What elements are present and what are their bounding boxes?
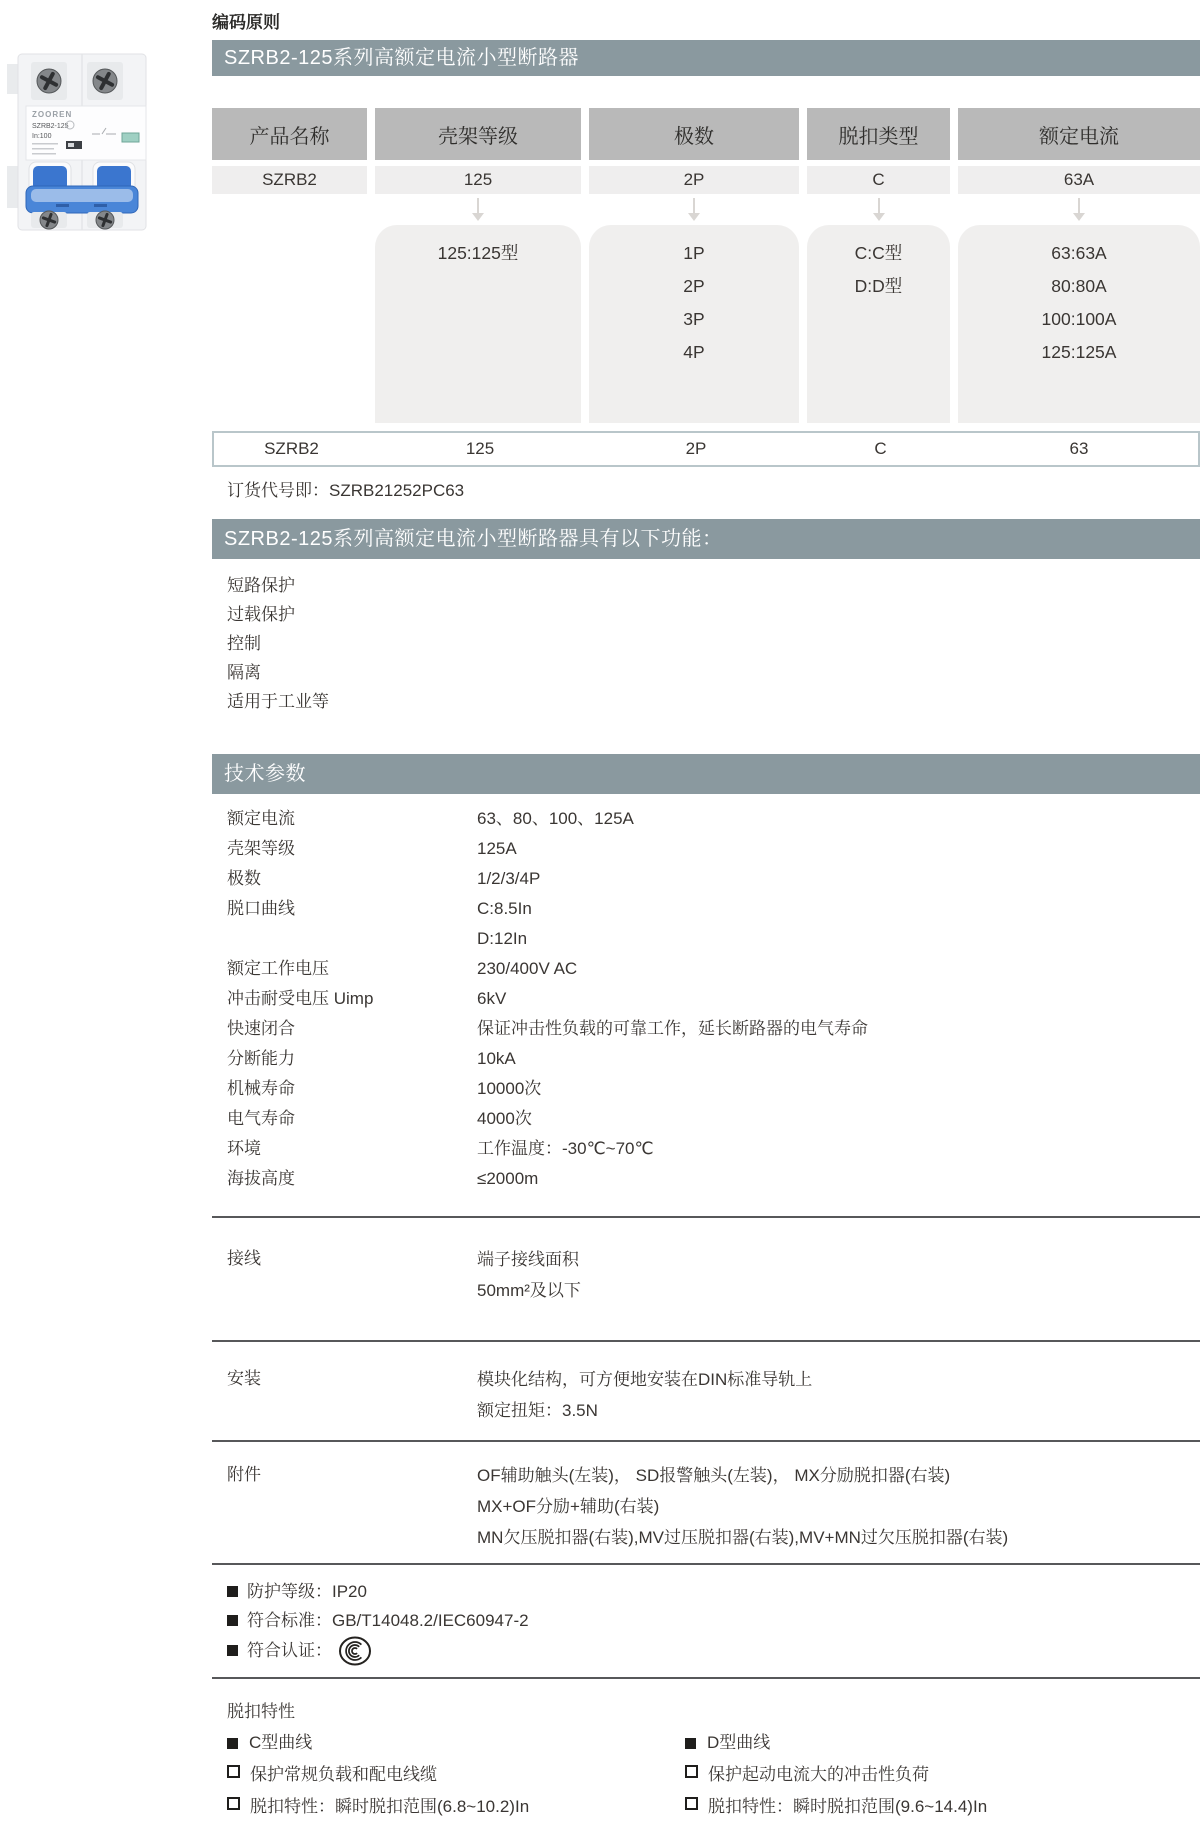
result-cell: SZRB2 <box>264 439 319 458</box>
option-line: C:C型 <box>854 243 903 263</box>
table-cell: C <box>807 166 950 194</box>
option-line: 80:80A <box>1051 276 1107 296</box>
column-header: 壳架等级 <box>375 108 581 160</box>
compliance-item: 防护等级：IP20 <box>227 1577 1200 1606</box>
option-line: 2P <box>683 276 705 296</box>
brand-label: ZOOREN <box>32 110 73 119</box>
square-bullet-icon <box>227 1738 238 1749</box>
product-photo <box>4 48 160 240</box>
table-cell: SZRB2 <box>212 166 367 194</box>
divider <box>212 1440 1200 1442</box>
trip-type-options-box <box>807 225 950 423</box>
square-bullet-icon <box>227 1645 238 1656</box>
spec-row: D:12In <box>477 929 528 948</box>
trip-characteristics-title: 脱扣特性 <box>227 1702 295 1721</box>
function-item: 控制 <box>227 634 261 653</box>
divider <box>212 1677 1200 1679</box>
down-arrow-icon <box>807 198 950 225</box>
c-curve-column: C型曲线 保护常规负载和配电线缆 脱扣特性：瞬时脱扣范围(6.8~10.2)In <box>227 1727 685 1823</box>
option-line: 125:125型 <box>437 243 519 263</box>
function-item: 适用于工业等 <box>227 692 329 711</box>
down-arrow-icon <box>375 198 581 225</box>
column-header: 产品名称 <box>212 108 367 160</box>
ccc-certification-icon <box>338 1636 372 1666</box>
down-arrow-icon <box>958 198 1200 225</box>
result-cell: 2P <box>685 439 707 458</box>
model-label: SZRB2-125 <box>32 123 69 130</box>
column-header: 脱扣类型 <box>807 108 950 160</box>
trip-characteristics-columns <box>212 1727 1200 1823</box>
result-cell: 125 <box>465 439 495 458</box>
coding-table-example-row <box>212 166 1200 194</box>
divider <box>212 1563 1200 1565</box>
spec-row: 快速闭合 保证冲击性负载的可靠工作，延长断路器的电气寿命 <box>227 1019 868 1038</box>
option-line: 1P <box>683 243 705 263</box>
mounting-block: 安装 模块化结构，可方便地安装在DIN标准导轨上 额定扭矩：3.5N <box>227 1369 813 1420</box>
spec-row: 电气寿命 4000次 <box>227 1109 532 1128</box>
square-bullet-icon <box>227 1615 238 1626</box>
hollow-square-bullet-icon <box>227 1797 240 1810</box>
pole-options-box <box>589 225 799 423</box>
hollow-square-bullet-icon <box>227 1765 240 1778</box>
compliance-item: 符合标准：GB/T14048.2/IEC60947-2 <box>227 1606 1200 1635</box>
option-line: D:D型 <box>854 276 903 296</box>
result-cell: C <box>874 439 887 458</box>
flow-arrows <box>212 198 1200 225</box>
series-banner: SZRB2-125系列高额定电流小型断路器 <box>212 40 1200 76</box>
option-line: 63:63A <box>1051 243 1107 263</box>
square-bullet-icon <box>227 1586 238 1597</box>
d-curve-column: D型曲线 保护起动电流大的冲击性负荷 脱扣特性：瞬时脱扣范围(9.6~14.4)In <box>685 1727 1200 1823</box>
square-bullet-icon <box>685 1738 696 1749</box>
option-line: 125:125A <box>1041 342 1117 362</box>
current-options-box <box>958 225 1200 423</box>
functions-banner: SZRB2-125系列高额定电流小型断路器具有以下功能： <box>212 519 1200 559</box>
accessories-block: 附件 OF辅助触头(左装)， SD报警触头(左装)， MX分励脱扣器(右装) MX+OF分励+辅助(右装) MN欠压脱扣器(右装),MV过压脱扣器(右装),MV+MN过欠压脱扣器(右装) <box>227 1465 1009 1547</box>
coding-options <box>212 225 1200 423</box>
circuit-breaker-illustration <box>4 48 160 240</box>
spec-row: 额定电流 63、80、100、125A <box>227 809 634 828</box>
wiring-block: 接线 端子接线面积 50mm²及以下 <box>227 1249 581 1300</box>
function-item: 短路保护 <box>227 576 295 595</box>
column-header: 额定电流 <box>958 108 1200 160</box>
down-arrow-icon <box>589 198 799 225</box>
spec-row: 海拔高度 ≤2000m <box>227 1169 539 1188</box>
table-cell: 125 <box>375 166 581 194</box>
order-code-note: 订货代号即：SZRB21252PC63 <box>227 481 465 500</box>
table-cell: 2P <box>589 166 799 194</box>
functions-list <box>212 571 1200 716</box>
function-item: 隔离 <box>227 663 261 682</box>
spec-row: 额定工作电压 230/400V AC <box>227 959 578 978</box>
page-title: 编码原则 <box>212 13 280 32</box>
function-item: 过载保护 <box>227 605 295 624</box>
coding-table-header <box>212 108 1200 160</box>
divider <box>212 1340 1200 1342</box>
coding-result-row <box>212 431 1200 467</box>
option-line: 100:100A <box>1041 309 1117 329</box>
hollow-square-bullet-icon <box>685 1765 698 1778</box>
rating-label: In:100 <box>32 133 52 140</box>
spec-row: 冲击耐受电压 Uimp 6kV <box>227 989 507 1008</box>
handle-tie-bar <box>26 186 138 213</box>
spec-row: 极数 1/2/3/4P <box>227 869 541 888</box>
table-cell: 63A <box>958 166 1200 194</box>
hollow-square-bullet-icon <box>685 1797 698 1810</box>
tech-params-banner: 技术参数 <box>212 754 1200 794</box>
compliance-list <box>212 1577 1200 1665</box>
tech-spec-list <box>212 804 1200 1194</box>
spec-row: 环境 工作温度：-30℃~70℃ <box>227 1139 654 1158</box>
option-line: 3P <box>683 309 705 329</box>
indicator-window <box>122 133 139 142</box>
spec-row: 机械寿命 10000次 <box>227 1079 542 1098</box>
column-header: 极数 <box>589 108 799 160</box>
spec-row: 脱口曲线 C:8.5In <box>227 899 532 918</box>
divider <box>212 1216 1200 1218</box>
spec-row: 分断能力 10kA <box>227 1049 516 1068</box>
result-cell: 63 <box>1069 439 1089 458</box>
option-line: 4P <box>683 342 705 362</box>
compliance-item: 符合认证： <box>227 1635 1200 1665</box>
spec-row: 壳架等级 125A <box>227 839 517 858</box>
frame-options-box <box>375 225 581 423</box>
